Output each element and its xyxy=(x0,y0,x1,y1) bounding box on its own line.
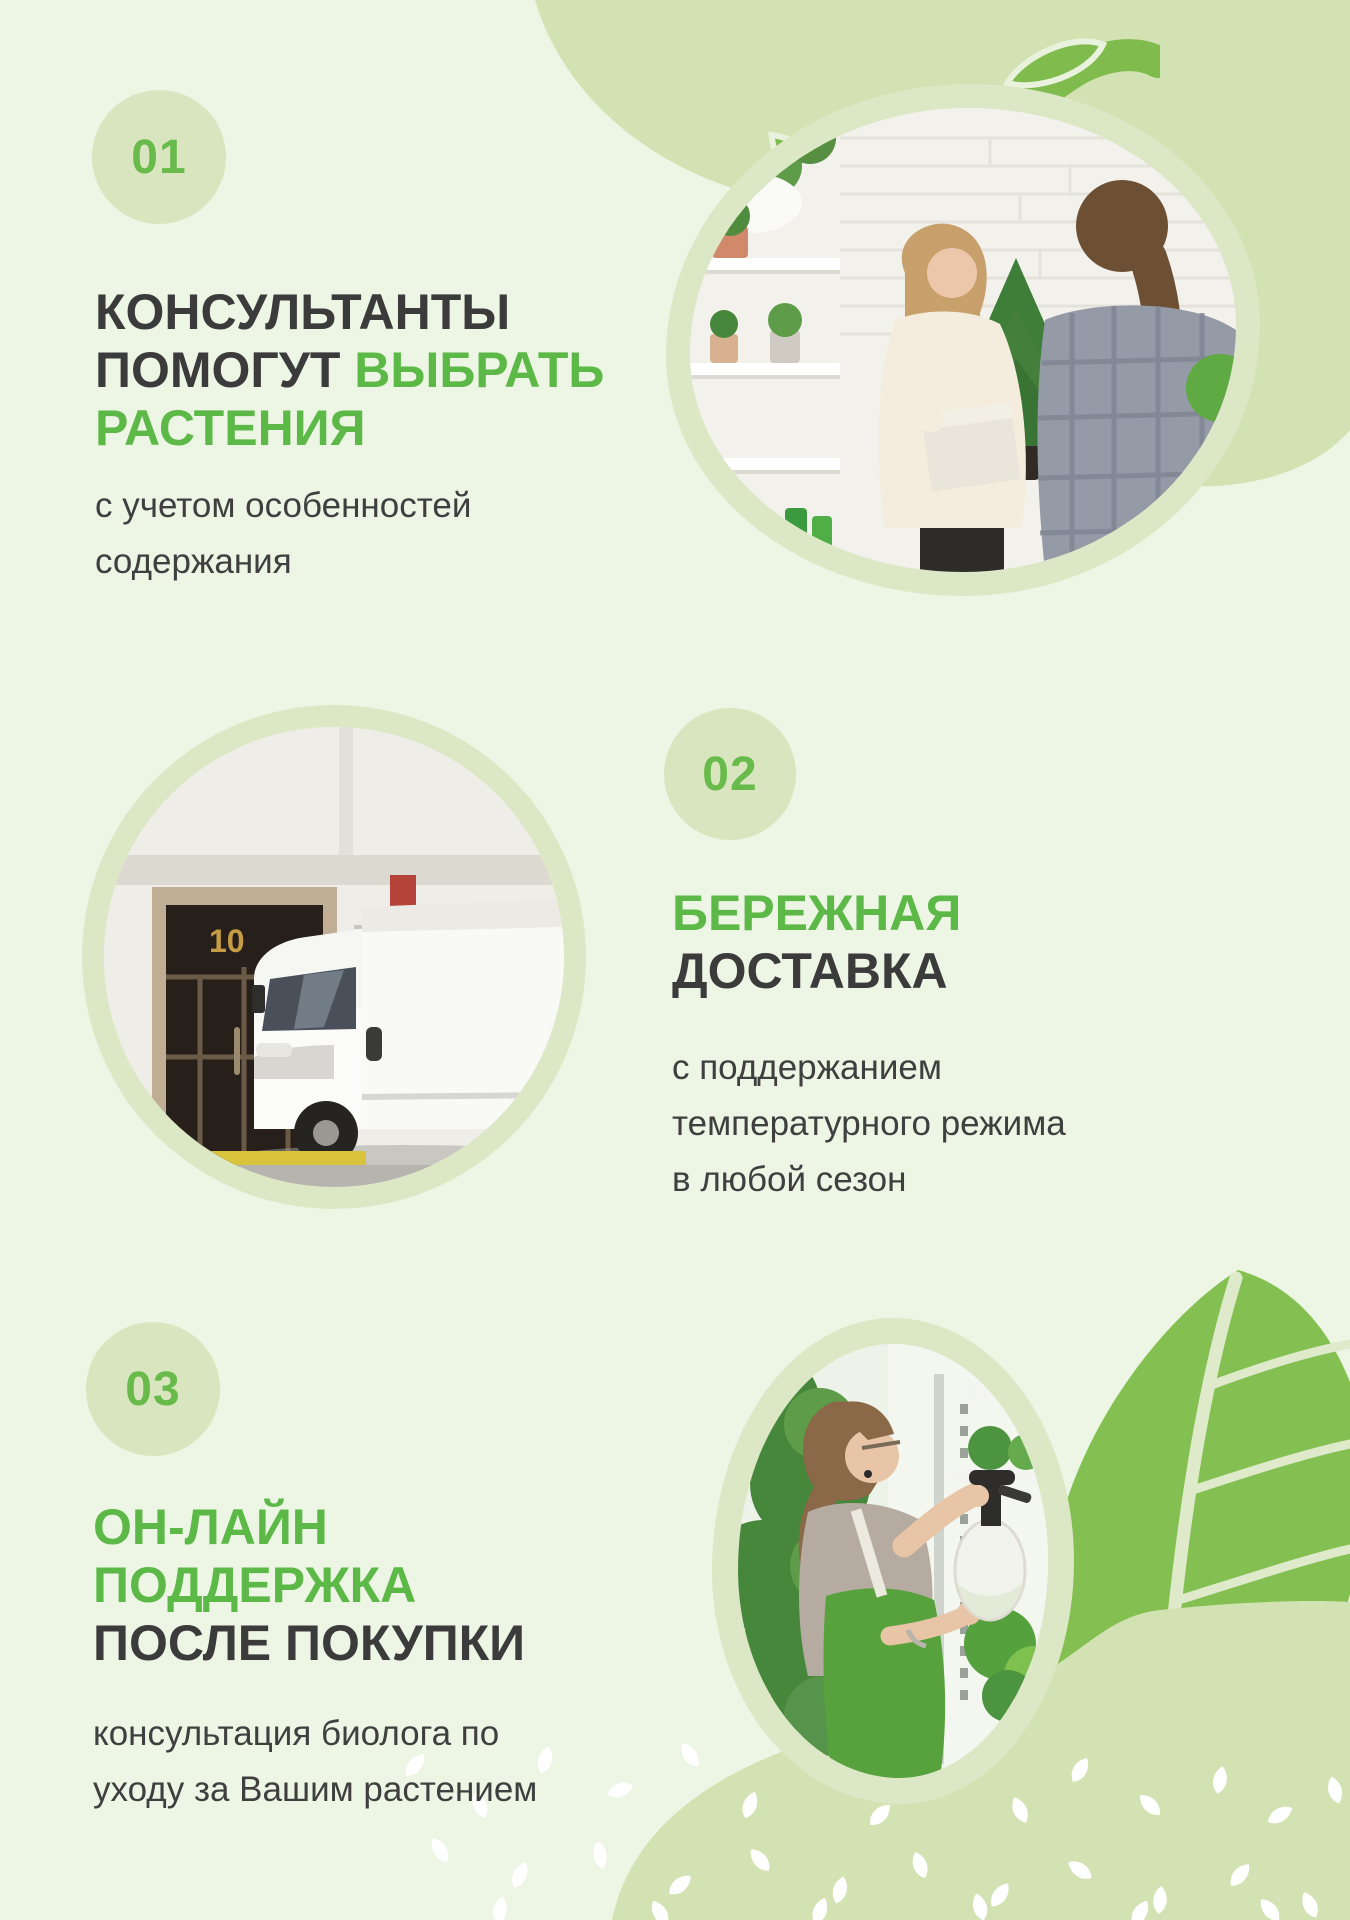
step-3-number: 03 xyxy=(125,1362,181,1416)
step-1-badge xyxy=(92,90,226,224)
step-3-badge xyxy=(86,1322,220,1456)
section-1-title-line2-dark: ПОМОГУТ xyxy=(95,342,355,398)
step-2-badge xyxy=(664,708,796,840)
section-1-title xyxy=(95,283,695,457)
section-1-title-line2-green: ВЫБРАТЬ xyxy=(354,342,605,398)
section-3-title xyxy=(93,1498,693,1672)
plant-care-photo xyxy=(738,1344,1048,1778)
section-3-title-line1: ОН-ЛАЙН xyxy=(93,1499,328,1555)
section-3-title-line2: ПОДДЕРЖКА xyxy=(93,1557,417,1613)
section-1-title-line3: РАСТЕНИЯ xyxy=(95,400,366,456)
section-1-title-line1: КОНСУЛЬТАНТЫ xyxy=(95,284,511,340)
section-2-title xyxy=(672,884,1312,1000)
section-1-subtitle: с учетом особенностей содержания xyxy=(95,486,472,581)
step-2-number: 02 xyxy=(702,747,758,801)
building-number: 10 xyxy=(209,923,245,959)
step-1-number: 01 xyxy=(131,130,187,184)
yellow-curb xyxy=(104,1151,366,1167)
section-3-title-line3: ПОСЛЕ ПОКУПКИ xyxy=(93,1615,526,1671)
road xyxy=(104,1165,564,1187)
delivery-van-photo xyxy=(104,727,564,1187)
alarm-box xyxy=(390,875,416,909)
section-2-subtitle: с поддержанием температурного режима в любой сезон xyxy=(672,1048,1066,1199)
section-2-title-line1: БЕРЕЖНАЯ xyxy=(672,885,962,941)
section-2-title-line2: ДОСТАВКА xyxy=(672,943,948,999)
section-3-subtitle: консультация биолога по уходу за Вашим растением xyxy=(93,1714,538,1809)
